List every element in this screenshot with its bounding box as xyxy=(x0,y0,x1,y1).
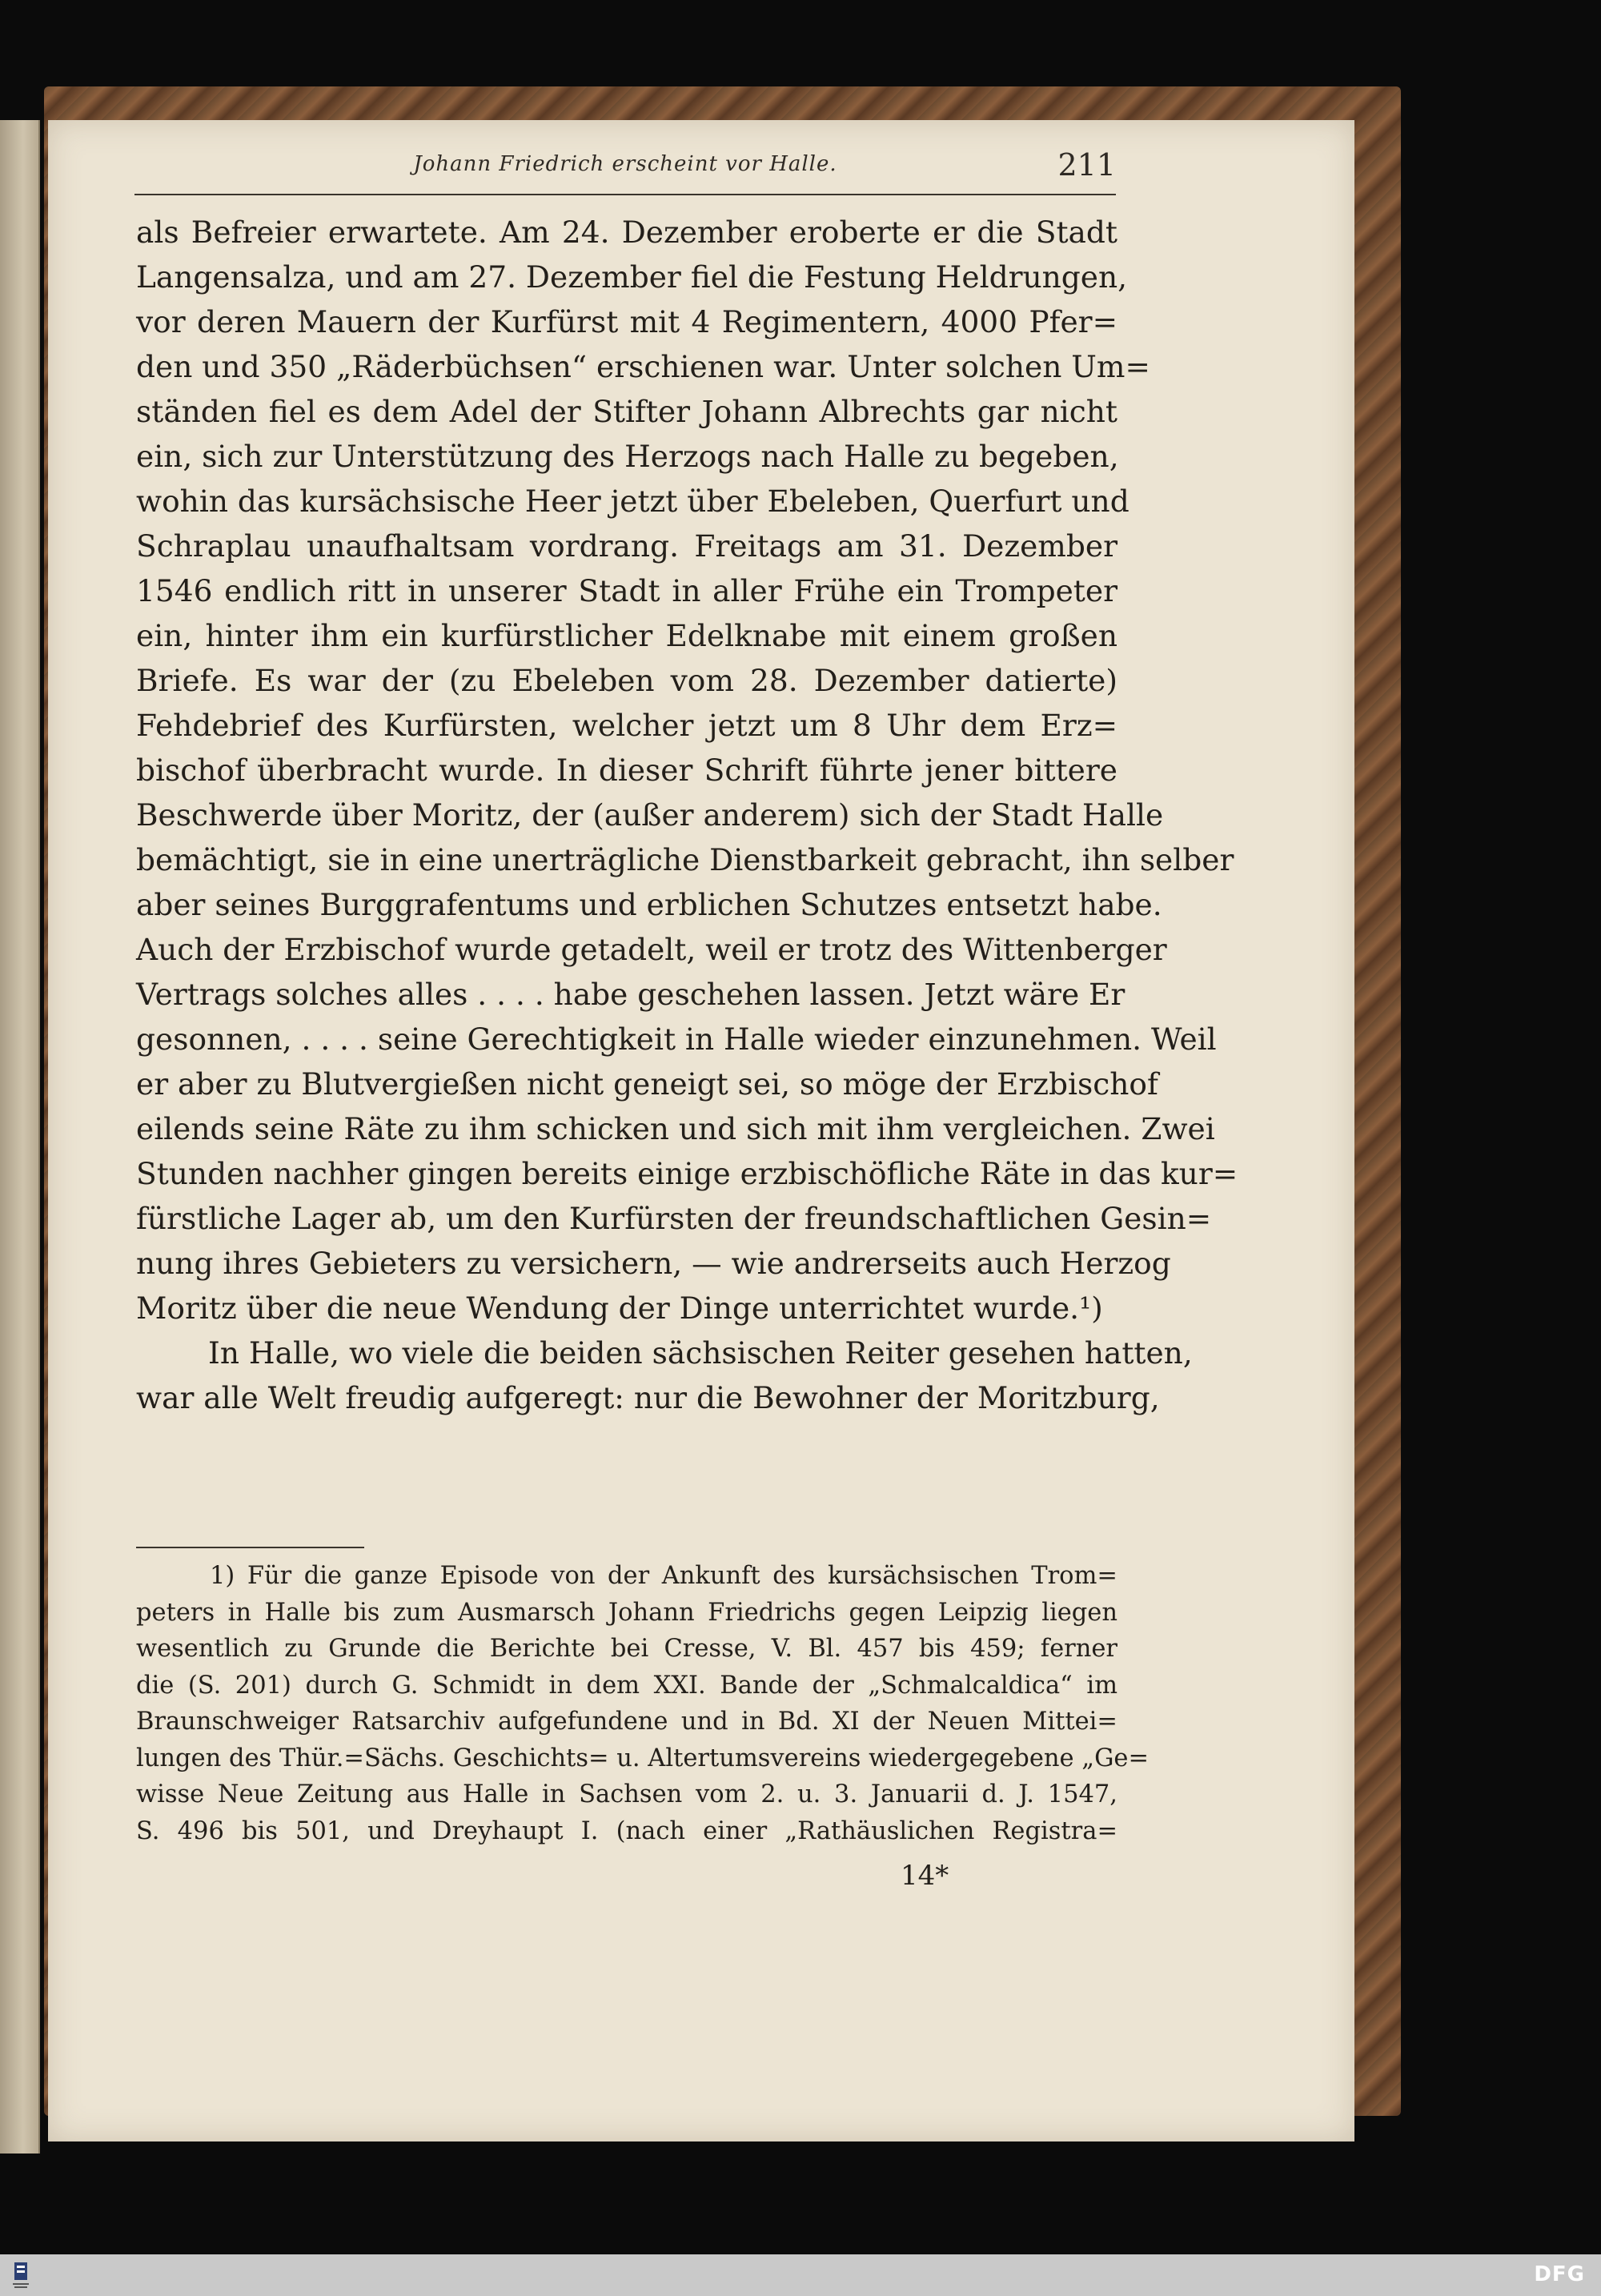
footnote-line: S. 496 bis 501, und Dreyhaupt I. (nach einer „Rathäuslichen Registra= xyxy=(136,1816,1117,1845)
text-line: Briefe. Es war der (zu Ebeleben vom 28. Dezember datierte) xyxy=(136,663,1117,698)
text-line: Fehdebrief des Kurfürsten, welcher jetzt um 8 Uhr dem Erz= xyxy=(136,708,1117,743)
text-line: als Befreier erwartete. Am 24. Dezember eroberte er die Stadt xyxy=(136,215,1117,250)
text-line: 1546 endlich ritt in unserer Stadt in aller Frühe ein Trompeter xyxy=(136,573,1117,608)
footnote-line: wesentlich zu Grunde die Berichte bei Cresse, V. Bl. 457 bis 459; ferner xyxy=(136,1635,1117,1663)
footnote-line: lungen des Thür.=Sächs. Geschichts= u. Altertumsvereins wiedergegebene „Ge= xyxy=(136,1744,1150,1772)
text-line: bemächtigt, sie in eine unerträgliche Dienstbarkeit gebracht, ihn selber xyxy=(136,842,1234,877)
text-line: Auch der Erzbischof wurde getadelt, weil er trotz des Wittenberger xyxy=(136,932,1167,967)
footnote-rule xyxy=(136,1547,364,1548)
text-line: fürstliche Lager ab, um den Kurfürsten der freundschaftlichen Gesin= xyxy=(136,1201,1212,1236)
text-line: nung ihres Gebieters zu versichern, — wie andrerseits auch Herzog xyxy=(136,1246,1171,1281)
text-line: In Halle, wo viele die beiden sächsischen Reiter gesehen hatten, xyxy=(208,1335,1193,1371)
text-line: ein, hinter ihm ein kurfürstlicher Edelknabe mit einem großen xyxy=(136,618,1117,653)
footnote-line: Braunschweiger Ratsarchiv aufgefundene und in Bd. XI der Neuen Mittei= xyxy=(136,1708,1117,1736)
text-line: gesonnen, . . . . seine Gerechtigkeit in Halle wieder einzunehmen. Weil xyxy=(136,1022,1217,1057)
text-line: ein, sich zur Unterstützung des Herzogs nach Halle zu begeben, xyxy=(136,439,1119,474)
text-line: Stunden nachher gingen bereits einige erzbischöfliche Räte in das kur= xyxy=(136,1156,1238,1191)
dfg-logo: DFG xyxy=(1534,2262,1585,2286)
footnotes xyxy=(136,1558,1150,1849)
text-line: vor deren Mauern der Kurfürst mit 4 Regimentern, 4000 Pfer= xyxy=(136,304,1117,339)
text-line: den und 350 „Räderbüchsen“ erschienen war. Unter solchen Um= xyxy=(136,349,1150,384)
footnote-line: peters in Halle bis zum Ausmarsch Johann Friedrichs gegen Leipzig liegen xyxy=(136,1598,1117,1627)
footnote-line: wisse Neue Zeitung aus Halle in Sachsen vom 2. u. 3. Januarii d. J. 1547, xyxy=(136,1780,1117,1808)
left-page-edge xyxy=(0,120,40,2154)
text-line: er aber zu Blutvergießen nicht geneigt sei, so möge der Erzbischof xyxy=(136,1066,1158,1102)
page-number: 211 xyxy=(1057,147,1116,183)
main-text xyxy=(136,210,1238,1420)
page-header xyxy=(134,146,1116,195)
text-line: bischof überbracht wurde. In dieser Schrift führte jener bittere xyxy=(136,753,1117,788)
text-line: eilends seine Räte zu ihm schicken und sich mit ihm vergleichen. Zwei xyxy=(136,1111,1215,1146)
text-line: wohin das kursächsische Heer jetzt über Ebeleben, Querfurt und xyxy=(136,484,1130,519)
signature-mark: 14* xyxy=(901,1860,949,1892)
text-line: Langensalza, und am 27. Dezember fiel die Festung Heldrungen, xyxy=(136,259,1128,295)
text-line: Moritz über die neue Wendung der Dinge unterrichtet wurde.¹) xyxy=(136,1290,1103,1326)
viewer-footer-bar xyxy=(0,2254,1601,2296)
text-line: ständen fiel es dem Adel der Stifter Johann Albrechts gar nicht xyxy=(136,394,1117,429)
library-logo-icon xyxy=(10,2259,32,2291)
text-line: aber seines Burggrafentums und erblichen Schutzes entsetzt habe. xyxy=(136,887,1162,922)
footnote-line: 1) Für die ganze Episode von der Ankunft des kursächsischen Trom= xyxy=(210,1562,1117,1590)
text-line: Beschwerde über Moritz, der (außer anderem) sich der Stadt Halle xyxy=(136,797,1164,833)
text-line: war alle Welt freudig aufgeregt: nur die Bewohner der Moritzburg, xyxy=(136,1380,1160,1415)
running-title: Johann Friedrich erscheint vor Halle. xyxy=(413,152,837,176)
footnote-line: die (S. 201) durch G. Schmidt in dem XXI. Bande der „Schmalcaldica“ im xyxy=(136,1671,1117,1700)
text-line: Schraplau unaufhaltsam vordrang. Freitags am 31. Dezember xyxy=(136,528,1117,564)
text-line: Vertrags solches alles . . . . habe geschehen lassen. Jetzt wäre Er xyxy=(136,977,1126,1012)
